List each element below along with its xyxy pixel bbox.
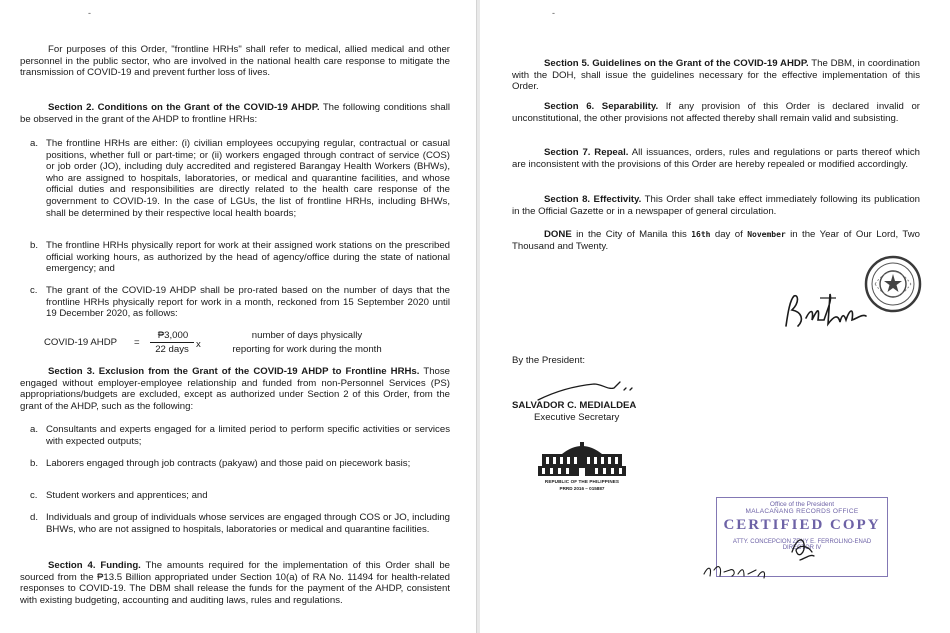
stamp-records-office: MALACAÑANG RECORDS OFFICE	[745, 508, 859, 515]
formula-lhs: COVID-19 AHDP	[44, 337, 118, 348]
seal-number: PRRD 2016 – 015887	[559, 486, 605, 491]
section-2-heading: Section 2. Conditions on the Grant of the COVID-19 AHDP.	[48, 102, 320, 113]
section-3-item-c	[30, 490, 450, 502]
section-8-text: This Order shall take effect immediately following its publication in the Official Gazette or in a newspaper of general circulation.	[512, 194, 920, 217]
stamp-certified-copy: CERTIFIED COPY	[723, 517, 881, 533]
stamp-office: Office of the President	[769, 501, 835, 508]
section-6-paragraph	[512, 101, 920, 124]
by-the-president: By the President:	[512, 355, 586, 366]
section-2-paragraph	[20, 102, 450, 125]
intro-paragraph: For purposes of this Order, "frontline HRHs" shall refer to medical, allied medical and other personnel in the public sector, who are involved in the national health care response to mitigate the transmission of COVID-19 and prevent further loss of lives.	[20, 44, 450, 79]
item-label: b.	[30, 458, 39, 469]
section-7-text: All issuances, orders, rules and regulations or parts thereof which are inconsistent with the provisions of this Order are hereby repealed or modified accordingly.	[512, 147, 921, 170]
section-3-item-b	[30, 458, 450, 470]
done-part2: day of	[710, 229, 748, 240]
section-5-text: The DBM, in coordination with the DOH, shall issue the guidelines necessary for the effective implementation of this Order.	[512, 58, 920, 93]
section-2-item-a	[30, 138, 450, 219]
item-label: a.	[30, 138, 39, 149]
section-6-text: If any provision of this Order is declared invalid or unconstitutional, the other provisions not affected thereby shall remain valid and subsisting.	[512, 101, 920, 124]
section-3-item-d	[30, 512, 450, 535]
item-label: b.	[30, 240, 39, 251]
section-5-heading: Section 5. Guidelines on the Grant of the COVID-19 AHDP.	[544, 58, 809, 69]
item-text: Consultants and experts engaged for a limited period to perform specific activities or services with expected outputs;	[46, 424, 450, 447]
done-part1: in the City of Manila this	[571, 229, 692, 240]
item-text: The frontline HRHs are either: (i) civilian employees occupying regular, contractual or casual positions, whether full or part-time; or (ii) workers engaged through contract of service (COS) or job order (JO), including duly accredited and registered Barangay Health Workers (BHWs), who are assigned to hospitals, laboratories, or medical and quarantine facilities, and whose official duties and responsibilities are directly related to the health care response of the government to COVID-19. In the case of LGUs, the list of frontline HRHs, including BHWs, shall be determined by their respective local health boards;	[46, 138, 450, 219]
item-label: c.	[30, 285, 38, 296]
item-label: c.	[30, 490, 38, 501]
section-4-text: The amounts required for the implementation of this Order shall be sourced from the ₱13.5 Billion appropriated under Section 10(a) of RA No. 11494 for health-related responses to COVID-19. The DBM shall release the funds for the payment of the AHDP, consistent with existing budgeting, accounting and auditing laws, rules and regulations.	[20, 560, 450, 606]
item-text: The frontline HRHs physically report for work at their assigned work stations on the prescribed official working hours, as authorized by the head of agency/office during the state of national emergency; and	[46, 240, 450, 275]
formula-rhs-line1: number of days physically	[251, 330, 363, 341]
section-6-heading: Section 6. Separability.	[544, 101, 659, 112]
item-text: Laborers engaged through job contracts (pakyaw) and those paid on piecework basis;	[46, 458, 411, 469]
page-mark: -	[552, 8, 555, 18]
section-7-paragraph	[512, 147, 920, 170]
item-label: d.	[30, 512, 39, 523]
done-day: 16th	[691, 230, 711, 239]
done-lead: DONE	[544, 229, 572, 240]
section-2-item-b	[30, 240, 450, 275]
section-4-paragraph	[20, 560, 450, 606]
page-mark: -	[88, 8, 91, 18]
section-3-item-a	[30, 424, 450, 447]
item-text: Student workers and apprentices; and	[46, 490, 208, 501]
fraction-bar	[150, 342, 194, 343]
stamp-officer-title: DIRECTOR IV	[782, 545, 822, 551]
formula-times: x	[196, 339, 201, 350]
formula-rhs-line2: reporting for work during the month	[232, 344, 382, 355]
secretary-title: Executive Secretary	[534, 412, 620, 423]
done-month: November	[747, 230, 786, 239]
section-8-heading: Section 8. Effectivity.	[544, 194, 642, 205]
section-3-heading: Section 3. Exclusion from the Grant of the COVID-19 AHDP to Frontline HRHs.	[48, 366, 420, 377]
section-3-text: Those engaged without employer-employee relationship and funded from non-Personnel Services (PS) appropriations/budgets are excluded, except as authorized under Section 2 of this Order, from the grant of the AHDP, such as the following:	[20, 366, 451, 412]
formula-numerator: ₱3,000	[157, 330, 189, 341]
item-text: The grant of the COVID-19 AHDP shall be pro-rated based on the number of days that the frontline HRHs physically report for work in a month, reckoned from 15 September 2020 until 19 December 2020, as follows:	[46, 285, 450, 320]
section-7-heading: Section 7. Repeal.	[544, 147, 629, 158]
section-4-heading: Section 4. Funding.	[48, 560, 141, 571]
stamp-officer-name: ATTY. CONCEPCION ZENY E. FERROLINO-ENAD	[732, 539, 872, 545]
seal-caption: REPUBLIC OF THE PHILIPPINES	[544, 479, 620, 484]
secretary-name: SALVADOR C. MEDIALDEA	[512, 400, 637, 411]
section-2-item-c	[30, 285, 450, 320]
certifier-signature-icon	[700, 530, 820, 582]
item-text: Individuals and group of individuals whose services are engaged through COS or JO, including BHWs, who are not assigned to hospitals, laboratories or medical and quarantine facilities.	[46, 512, 450, 535]
section-2-text: The following conditions shall be observed in the grant of the AHDP to frontline HRHs:	[20, 102, 450, 125]
section-8-paragraph	[512, 194, 920, 217]
section-3-paragraph	[20, 366, 450, 412]
item-label: a.	[30, 424, 39, 435]
formula-denominator: 22 days	[155, 344, 189, 355]
done-part3: in the Year of Our Lord, Two Thousand and Twenty.	[512, 229, 920, 252]
malacanang-building-icon	[536, 440, 628, 478]
ahdp-formula	[44, 330, 444, 356]
done-paragraph	[512, 229, 920, 252]
president-signature-icon	[780, 290, 890, 332]
formula-equals: =	[134, 337, 140, 348]
section-5-paragraph	[512, 58, 920, 93]
